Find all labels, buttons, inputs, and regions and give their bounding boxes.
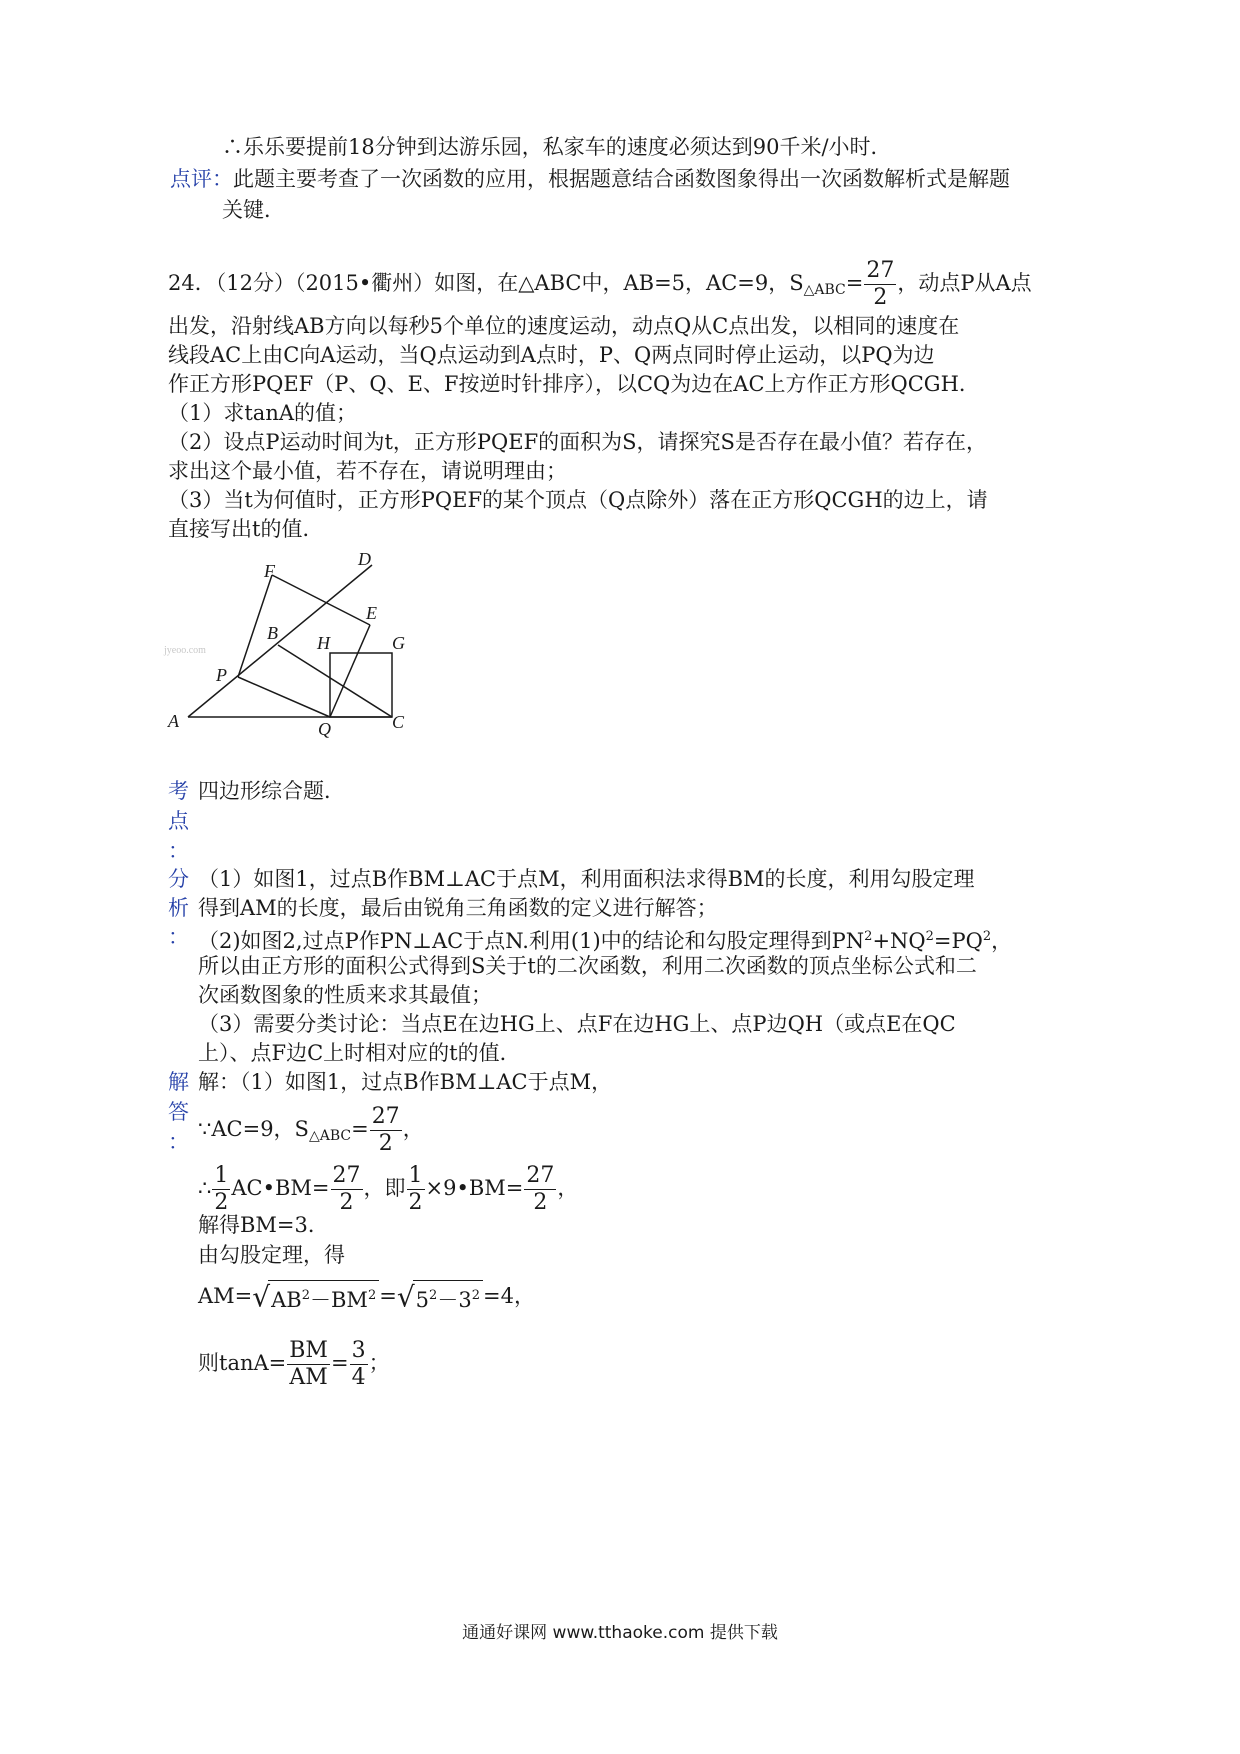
numerator: BM (289, 1338, 328, 1363)
jieda-line-2 (198, 1106, 424, 1155)
segment-qe (330, 625, 370, 717)
jieda-label-2: 答 (168, 1100, 189, 1124)
equals: = (379, 1284, 397, 1308)
fenxi-line-4: 所以由正方形的面积公式得到S关于t的二次函数，利用二次函数的顶点坐标公式和二 (198, 954, 977, 978)
jieda-text: ， (402, 1117, 424, 1141)
fenxi-line-3-text: +NQ (872, 929, 926, 953)
kaodian-label-1: 考 (168, 779, 189, 803)
label-b: B (267, 623, 278, 643)
label-c: C (392, 712, 405, 732)
equals: = (845, 271, 864, 295)
superscript: 2 (925, 929, 934, 944)
label-f: F (264, 561, 275, 581)
label-d: D (358, 549, 371, 569)
fenxi-label-2: 析 (168, 896, 189, 920)
footer: 通通好课网 www.tthaoke.com 提供下载 (462, 1623, 778, 1643)
label-p: P (216, 665, 227, 685)
fraction (350, 1340, 368, 1389)
jieda-line-6 (198, 1280, 535, 1315)
review-line-2: 关键． (222, 198, 285, 222)
fraction (407, 1165, 425, 1214)
label-q: Q (318, 719, 331, 739)
numerator: 27 (526, 1163, 555, 1188)
problem-line-4: 作正方形PQEF（P、Q、E、F按逆时针排序），以CQ为边在AC上方作正方形QCGH． (168, 372, 980, 396)
label-a: A (168, 711, 179, 731)
fraction (524, 1165, 556, 1214)
jieda-text: 则tanA= (198, 1351, 287, 1375)
fenxi-line-7: 上）、点F边C上时相对应的t的值． (198, 1041, 521, 1065)
fenxi-line-1: （1）如图1，过点B作BM⊥AC于点M，利用面积法求得BM的长度，利用勾股定理 (198, 867, 975, 891)
denominator: 2 (378, 1131, 393, 1156)
denominator: 2 (533, 1190, 548, 1215)
fenxi-line-3-text: （2)如图2,过点P作PN⊥AC于点N.利用(1)中的结论和勾股定理得到PN (198, 929, 865, 953)
label-e: E (366, 603, 377, 623)
jieda-text: ，即 (363, 1176, 406, 1200)
denominator: 2 (339, 1190, 354, 1215)
question-3a: （3）当t为何值时，正方形PQEF的某个顶点（Q点除外）落在正方形QCGH的边上，请 (168, 488, 988, 512)
square-qcgh (330, 653, 392, 717)
jieda-text: ； (368, 1351, 390, 1375)
jieda-line-4: 解得BM=3． (198, 1213, 329, 1237)
kaodian-label-3: ： (168, 839, 189, 863)
problem-head-tail: ，动点P从A点 (897, 271, 1032, 295)
fraction (287, 1340, 330, 1389)
fraction (212, 1165, 230, 1214)
jieda-text: ×9•BM= (425, 1176, 524, 1200)
denominator: 2 (873, 285, 888, 310)
jieda-line-3 (198, 1165, 578, 1214)
label-h: H (317, 633, 330, 653)
subscript: △ABC (308, 1128, 352, 1144)
radicand-text: 5 (415, 1288, 430, 1312)
jieda-text: =4， (482, 1284, 535, 1308)
segment-ef (272, 575, 370, 625)
problem-line-3: 线段AC上由C向A运动，当Q点运动到A点时，P、Q两点同时停止运动，以PQ为边 (168, 343, 935, 367)
fraction (370, 1106, 402, 1155)
subscript: △ABC (803, 282, 846, 298)
segment-pq (238, 677, 330, 717)
question-2a: （2）设点P运动时间为t，正方形PQEF的面积为S，请探究S是否存在最小值？若存在， (168, 430, 987, 454)
kaodian-text: 四边形综合题． (198, 779, 345, 803)
review-line (170, 164, 1010, 194)
problem-head (168, 260, 1032, 309)
jieda-text: ∵AC=9，S (198, 1117, 309, 1141)
denominator: 2 (408, 1190, 423, 1215)
numerator: 27 (866, 258, 895, 283)
fenxi-line-3-text: =PQ (933, 929, 983, 953)
radicand (413, 1280, 483, 1315)
numerator: 3 (351, 1338, 366, 1363)
denominator: AM (289, 1365, 328, 1390)
radicand-text: －3 (437, 1288, 472, 1312)
jieda-line-1: 解：（1）如图1，过点B作BM⊥AC于点M， (198, 1070, 613, 1094)
numerator: 27 (371, 1104, 400, 1129)
label-g: G (392, 633, 405, 653)
radicand (268, 1280, 379, 1315)
jieda-line-5: 由勾股定理，得 (198, 1243, 345, 1267)
jieda-text: AM= (198, 1284, 253, 1308)
kaodian-label-2: 点 (168, 809, 189, 833)
jieda-text: AC•BM= (231, 1176, 330, 1200)
superscript: 2 (367, 1288, 377, 1303)
superscript: 2 (471, 1288, 480, 1303)
superscript: 2 (429, 1288, 438, 1303)
numerator: 1 (408, 1163, 423, 1188)
fenxi-line-2: 得到AM的长度，最后由锐角三角函数的定义进行解答； (198, 896, 718, 920)
numerator: 1 (214, 1163, 229, 1188)
watermark: jyeoo.com (164, 645, 206, 656)
jieda-line-7 (198, 1340, 390, 1389)
numerator: 27 (332, 1163, 361, 1188)
denominator: 2 (214, 1190, 229, 1215)
jieda-label-1: 解 (168, 1070, 189, 1094)
problem-head-text: 24．（12分）（2015•衢州）如图，在△ABC中，AB=5，AC=9，S (168, 271, 804, 295)
radical-sign: √ (396, 1280, 415, 1314)
fenxi-line-6: （3）需要分类讨论：当点E在边HG上、点F在边HG上、点P边QH（或点E在QC (198, 1012, 956, 1036)
problem-line-2: 出发，沿射线AB方向以每秒5个单位的速度运动，动点Q从C点出发，以相同的速度在 (168, 314, 960, 338)
equals: = (330, 1351, 349, 1375)
review-text: 此题主要考查了一次函数的应用，根据题意结合函数图象得出一次函数解析式是解题 (233, 167, 1010, 191)
fenxi-label-1: 分 (168, 867, 189, 891)
jieda-text: ∴ (198, 1176, 212, 1200)
denominator: 4 (351, 1365, 366, 1390)
jieda-label-3: ： (168, 1130, 189, 1154)
radicand-text: －BM (310, 1288, 368, 1312)
fenxi-line-5: 次函数图象的性质来求其最值； (198, 983, 492, 1007)
question-1: （1）求tanA的值； (168, 401, 358, 425)
equals: = (351, 1117, 369, 1141)
question-3b: 直接写出t的值． (168, 517, 324, 541)
review-label: 点评： (170, 167, 233, 191)
square-root (252, 1280, 379, 1315)
conclusion-line: ∴乐乐要提前18分钟到达游乐园，私家车的速度必须达到90千米/小时． (222, 135, 892, 159)
ray-ad (188, 565, 372, 717)
superscript: 2 (301, 1288, 310, 1303)
jieda-text: ， (557, 1176, 579, 1200)
radical-sign: √ (252, 1280, 271, 1314)
fenxi-line-3-text: ， (991, 929, 1013, 953)
fraction (331, 1165, 363, 1214)
fraction (864, 260, 896, 309)
square-root (397, 1280, 483, 1315)
geometry-figure (160, 545, 430, 745)
fenxi-label-3: ： (168, 925, 189, 949)
question-2b: 求出这个最小值，若不存在，请说明理由； (168, 459, 567, 483)
superscript: 2 (864, 929, 873, 944)
superscript: 2 (982, 929, 992, 944)
radicand-text: AB (271, 1288, 302, 1312)
